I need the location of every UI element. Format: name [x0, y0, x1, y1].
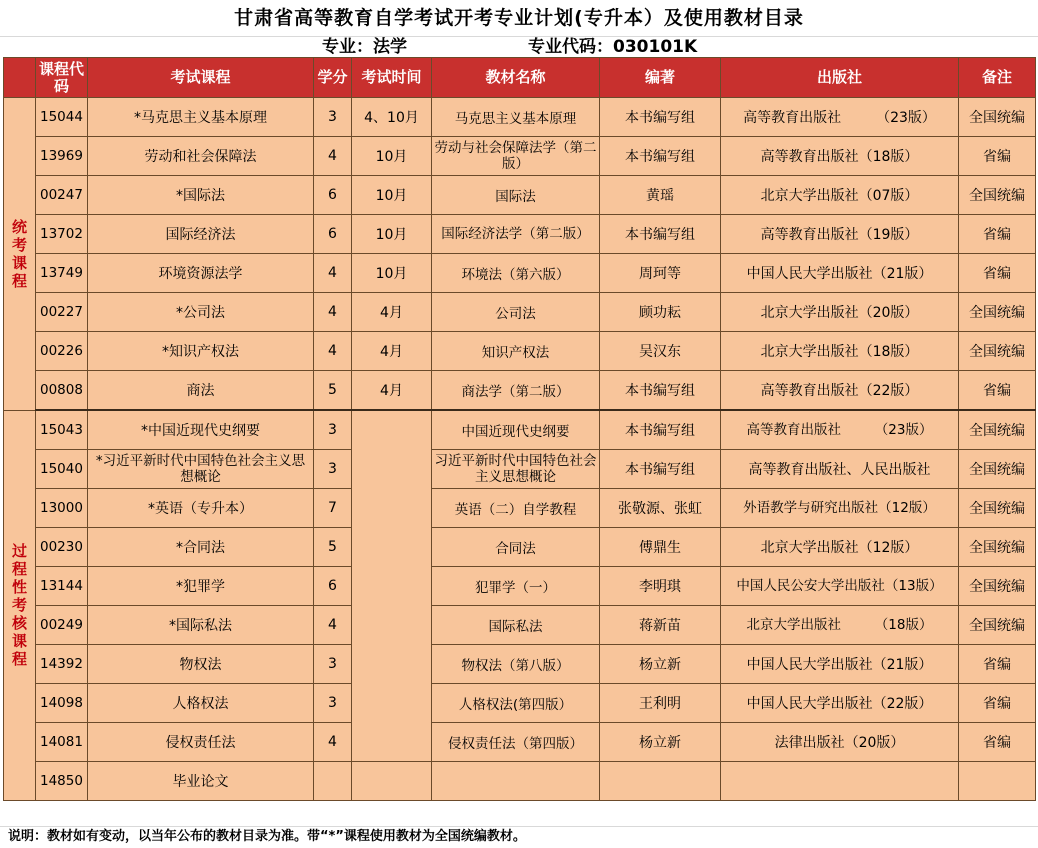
remark: 省编 [959, 723, 1036, 762]
textbook: 合同法 [432, 528, 600, 567]
publisher: 高等教育出版社（22版） [721, 371, 959, 411]
remark: 全国统编 [959, 98, 1036, 137]
credits: 6 [314, 215, 352, 254]
exam-time: 4月 [352, 371, 432, 411]
publisher: 北京大学出版社（20版） [721, 293, 959, 332]
header-publisher: 出版社 [721, 58, 959, 98]
header-course-code: 课程代码 [36, 58, 88, 98]
remark: 全国统编 [959, 567, 1036, 606]
table-row [4, 332, 1036, 371]
credits: 3 [314, 450, 352, 489]
course-name: *知识产权法 [88, 332, 314, 371]
author: 李明琪 [600, 567, 721, 606]
course-code: 14098 [36, 684, 88, 723]
course-code: 00249 [36, 606, 88, 645]
table-row [4, 176, 1036, 215]
exam-time [352, 762, 432, 801]
credits: 4 [314, 332, 352, 371]
table-row [4, 528, 1036, 567]
header-exam-time: 考试时间 [352, 58, 432, 98]
course-code: 00226 [36, 332, 88, 371]
publisher: 高等教育出版社（19版） [721, 215, 959, 254]
course-name: 国际经济法 [88, 215, 314, 254]
credits: 4 [314, 137, 352, 176]
credits: 5 [314, 371, 352, 411]
textbook: 侵权责任法（第四版） [432, 723, 600, 762]
table-row [4, 293, 1036, 332]
course-name: *中国近现代史纲要 [88, 410, 314, 450]
header-group [4, 58, 36, 98]
course-code: 00247 [36, 176, 88, 215]
publisher: 高等教育出版社（18版） [721, 137, 959, 176]
table-row [4, 215, 1036, 254]
textbook: 习近平新时代中国特色社会主义思想概论 [432, 450, 600, 489]
header-textbook: 教材名称 [432, 58, 600, 98]
course-name: 劳动和社会保障法 [88, 137, 314, 176]
exam-time: 10月 [352, 137, 432, 176]
table-header [4, 58, 1036, 98]
exam-time: 10月 [352, 176, 432, 215]
table-row [4, 723, 1036, 762]
remark: 省编 [959, 215, 1036, 254]
credits: 5 [314, 528, 352, 567]
remark: 省编 [959, 645, 1036, 684]
credits: 3 [314, 410, 352, 450]
course-code: 14081 [36, 723, 88, 762]
remark: 全国统编 [959, 410, 1036, 450]
course-name: 侵权责任法 [88, 723, 314, 762]
remark: 全国统编 [959, 489, 1036, 528]
course-code: 13749 [36, 254, 88, 293]
remark: 全国统编 [959, 528, 1036, 567]
table-row [4, 410, 1036, 450]
course-code: 15044 [36, 98, 88, 137]
course-name: 毕业论文 [88, 762, 314, 801]
publisher: 北京大学出版社（07版） [721, 176, 959, 215]
remark: 省编 [959, 684, 1036, 723]
publisher: 北京大学出版社 （18版） [721, 606, 959, 645]
credits: 3 [314, 98, 352, 137]
author: 蒋新苗 [600, 606, 721, 645]
course-name: *合同法 [88, 528, 314, 567]
textbook: 中国近现代史纲要 [432, 410, 600, 450]
course-name: 商法 [88, 371, 314, 411]
author: 本书编写组 [600, 371, 721, 411]
remark [959, 762, 1036, 801]
group-process-label: 过程性考核课程 [12, 542, 28, 669]
page-title: 甘肃省高等教育自学考试开考专业计划(专升本）及使用教材目录 [234, 7, 804, 29]
publisher: 北京大学出版社（18版） [721, 332, 959, 371]
header-remark: 备注 [959, 58, 1036, 98]
exam-time: 4月 [352, 332, 432, 371]
exam-time: 4、10月 [352, 98, 432, 137]
major-code-label: 专业代码：030101K [528, 37, 698, 57]
author: 傅鼎生 [600, 528, 721, 567]
exam-time: 10月 [352, 254, 432, 293]
publisher: 中国人民公安大学出版社（13版） [721, 567, 959, 606]
table-row [4, 137, 1036, 176]
textbook: 商法学（第二版） [432, 371, 600, 411]
textbook: 劳动与社会保障法学（第二版） [432, 137, 600, 176]
author: 本书编写组 [600, 410, 721, 450]
course-code: 13144 [36, 567, 88, 606]
author: 黄瑶 [600, 176, 721, 215]
author: 本书编写组 [600, 450, 721, 489]
remark: 全国统编 [959, 450, 1036, 489]
course-name: 物权法 [88, 645, 314, 684]
course-code: 14850 [36, 762, 88, 801]
header-credits: 学分 [314, 58, 352, 98]
table-row [4, 371, 1036, 411]
publisher: 高等教育出版社 （23版） [721, 98, 959, 137]
author: 本书编写组 [600, 215, 721, 254]
course-name: 环境资源法学 [88, 254, 314, 293]
major-label: 专业：法学 [322, 37, 407, 57]
exam-time: 10月 [352, 215, 432, 254]
exam-time: 4月 [352, 293, 432, 332]
course-table [3, 57, 1036, 801]
textbook: 国际经济法学（第二版） [432, 215, 600, 254]
table-row [4, 762, 1036, 801]
group-unified [4, 98, 36, 411]
textbook: 马克思主义基本原理 [432, 98, 600, 137]
textbook: 环境法（第六版） [432, 254, 600, 293]
course-code: 15043 [36, 410, 88, 450]
publisher [721, 762, 959, 801]
course-name: *马克思主义基本原理 [88, 98, 314, 137]
remark: 全国统编 [959, 606, 1036, 645]
credits: 3 [314, 684, 352, 723]
textbook: 国际私法 [432, 606, 600, 645]
credits: 3 [314, 645, 352, 684]
course-name: 人格权法 [88, 684, 314, 723]
publisher: 中国人民大学出版社（21版） [721, 645, 959, 684]
course-name: *英语（专升本） [88, 489, 314, 528]
table-row [4, 450, 1036, 489]
credits: 4 [314, 723, 352, 762]
author: 顾功耘 [600, 293, 721, 332]
author: 张敬源、张虹 [600, 489, 721, 528]
textbook: 物权法（第八版） [432, 645, 600, 684]
remark: 全国统编 [959, 293, 1036, 332]
course-name: *国际私法 [88, 606, 314, 645]
author: 吴汉东 [600, 332, 721, 371]
table-row [4, 645, 1036, 684]
publisher: 高等教育出版社、人民出版社 [721, 450, 959, 489]
remark: 全国统编 [959, 332, 1036, 371]
table-row [4, 489, 1036, 528]
credits: 7 [314, 489, 352, 528]
publisher: 北京大学出版社（12版） [721, 528, 959, 567]
author: 杨立新 [600, 645, 721, 684]
remark: 全国统编 [959, 176, 1036, 215]
table-body [4, 98, 1036, 801]
header-course-name: 考试课程 [88, 58, 314, 98]
table-row [4, 98, 1036, 137]
course-code: 00230 [36, 528, 88, 567]
textbook: 英语（二）自学教程 [432, 489, 600, 528]
remark: 省编 [959, 371, 1036, 411]
textbook: 人格权法(第四版） [432, 684, 600, 723]
textbook: 国际法 [432, 176, 600, 215]
header-author: 编著 [600, 58, 721, 98]
textbook: 犯罪学（一） [432, 567, 600, 606]
textbook: 知识产权法 [432, 332, 600, 371]
publisher: 中国人民大学出版社（22版） [721, 684, 959, 723]
course-code: 00227 [36, 293, 88, 332]
course-name: *习近平新时代中国特色社会主义思想概论 [88, 450, 314, 489]
course-code: 13969 [36, 137, 88, 176]
subtitle [0, 36, 1038, 58]
author: 王利明 [600, 684, 721, 723]
remark: 省编 [959, 137, 1036, 176]
group-process [4, 410, 36, 801]
table-row [4, 606, 1036, 645]
textbook [432, 762, 600, 801]
table-row [4, 254, 1036, 293]
exam-time [352, 410, 432, 762]
author: 本书编写组 [600, 98, 721, 137]
course-name: *公司法 [88, 293, 314, 332]
course-code: 14392 [36, 645, 88, 684]
group-unified-label: 统考课程 [12, 217, 28, 290]
author: 杨立新 [600, 723, 721, 762]
author: 周珂等 [600, 254, 721, 293]
publisher: 法律出版社（20版） [721, 723, 959, 762]
textbook: 公司法 [432, 293, 600, 332]
course-code: 13000 [36, 489, 88, 528]
table-row [4, 567, 1036, 606]
publisher: 外语教学与研究出版社（12版） [721, 489, 959, 528]
author [600, 762, 721, 801]
publisher: 高等教育出版社 （23版） [721, 410, 959, 450]
footnote: 说明：教材如有变动，以当年公布的教材目录为准。带“*”课程使用教材为全国统编教材。 [8, 829, 526, 844]
credits: 6 [314, 567, 352, 606]
course-name: *国际法 [88, 176, 314, 215]
publisher: 中国人民大学出版社（21版） [721, 254, 959, 293]
course-name: *犯罪学 [88, 567, 314, 606]
credits: 6 [314, 176, 352, 215]
table-row [4, 684, 1036, 723]
credits: 4 [314, 606, 352, 645]
credits: 4 [314, 254, 352, 293]
course-code: 15040 [36, 450, 88, 489]
course-code: 00808 [36, 371, 88, 411]
course-code: 13702 [36, 215, 88, 254]
remark: 省编 [959, 254, 1036, 293]
credits [314, 762, 352, 801]
author: 本书编写组 [600, 137, 721, 176]
credits: 4 [314, 293, 352, 332]
